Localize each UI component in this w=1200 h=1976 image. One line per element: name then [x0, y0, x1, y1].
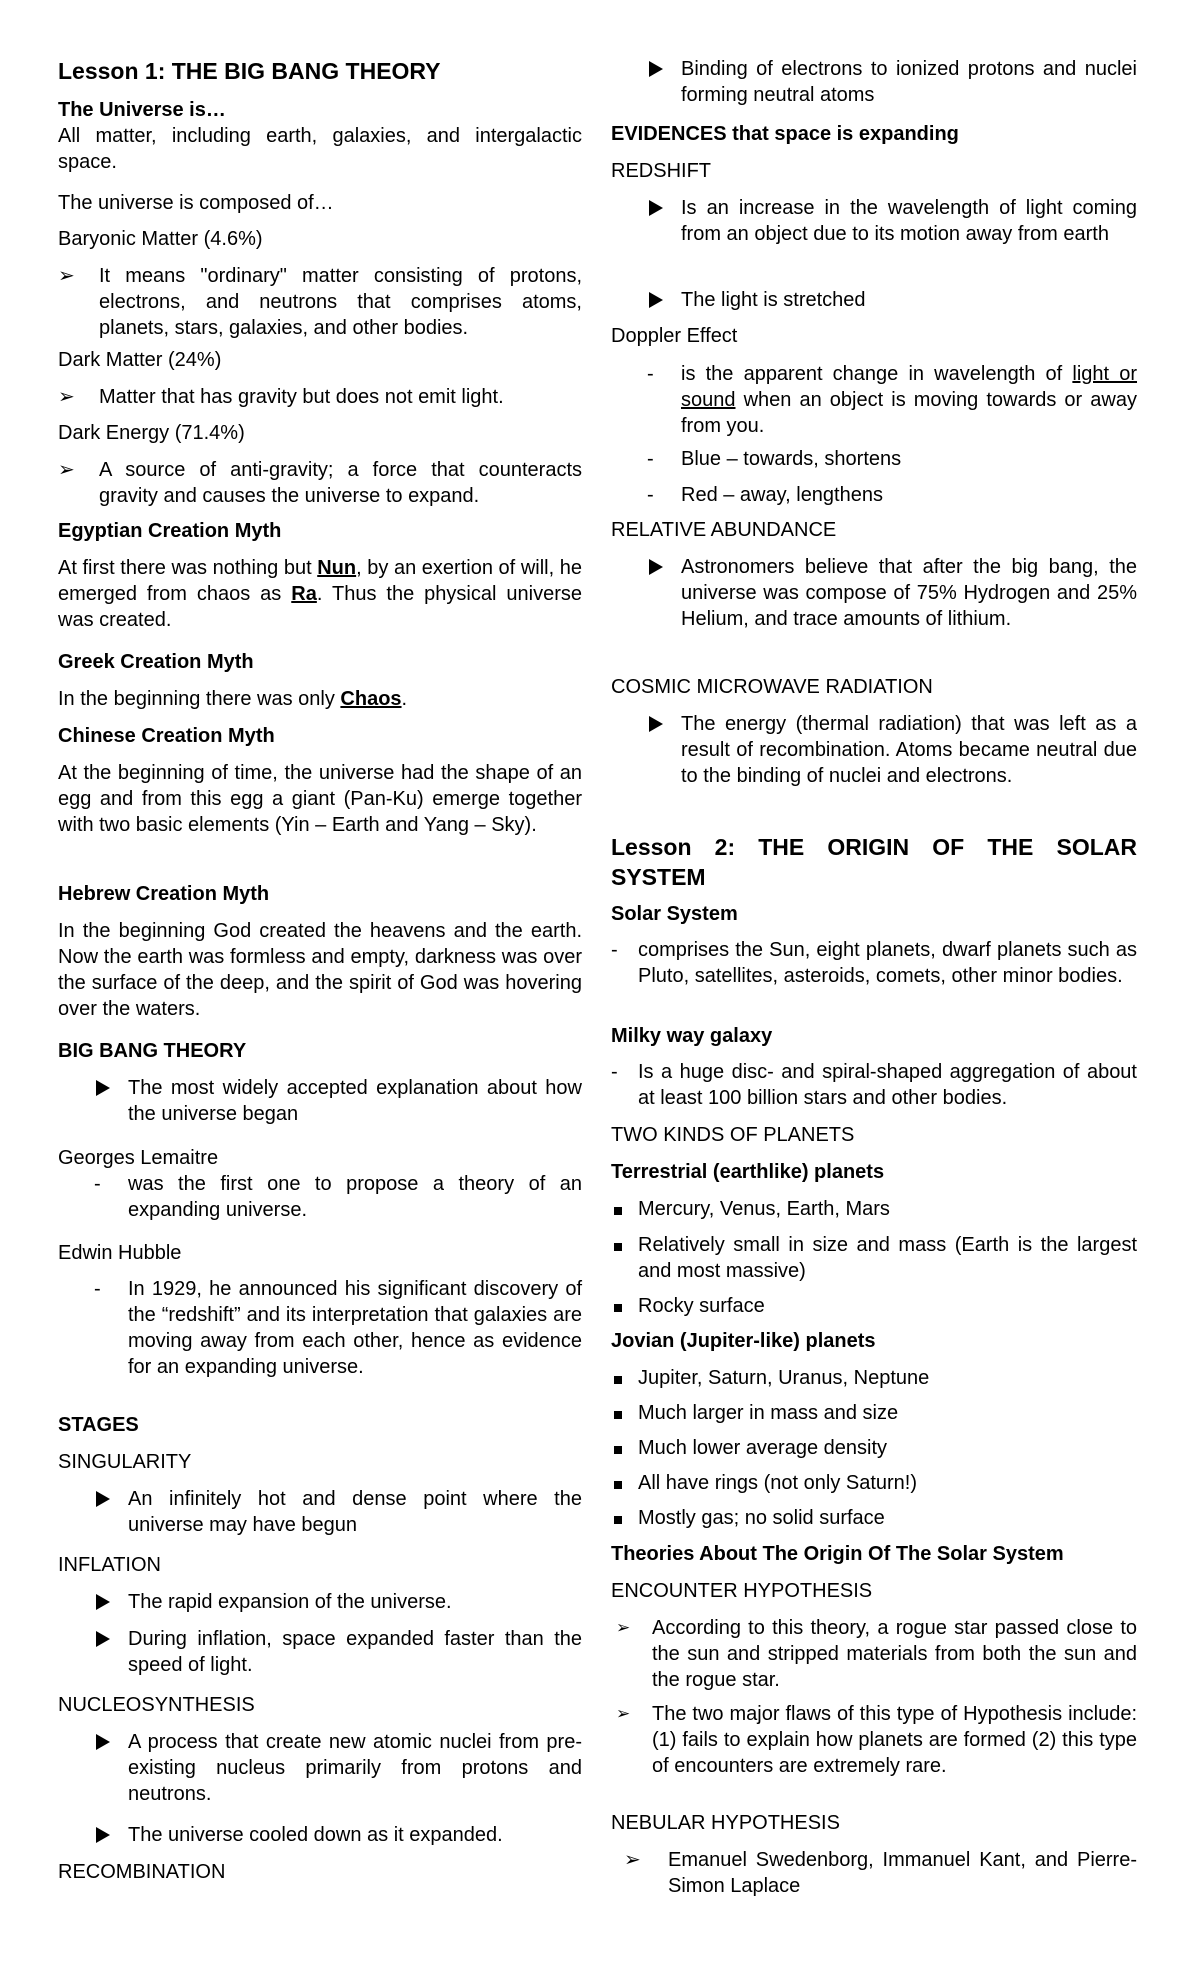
redshift-item-1: [611, 195, 1137, 247]
singularity-label: SINGULARITY: [58, 1451, 192, 1473]
nucleosynthesis-label: NUCLEOSYNTHESIS: [58, 1694, 255, 1716]
jovian-desc: Mostly gas; no solid surface: [638, 1507, 885, 1529]
arrow-bullet-icon: ➢: [58, 386, 75, 408]
nucleo-item-1: [58, 1729, 582, 1807]
greek-text-part: .: [401, 688, 408, 710]
light-or-sound-term: light or sound: [681, 363, 1138, 411]
solar-heading: Solar System: [611, 903, 738, 925]
universe-is-heading: The Universe is…: [58, 99, 226, 121]
cmb-desc: The energy (thermal radiation) that was left as a result of recombination. Atoms became neutral due to the binding of nuclei and electrons.: [681, 713, 1137, 787]
dash-bullet-icon: -: [94, 1278, 101, 1300]
cmb-item: [611, 711, 1137, 789]
terrestrial-desc: Mercury, Venus, Earth, Mars: [638, 1198, 890, 1220]
baryonic-desc: It means "ordinary" matter consisting of protons, electrons, and neutrons that comprises atoms, planets, stars, galaxies, and other bodies.: [99, 265, 582, 339]
cmb-label: COSMIC MICROWAVE RADIATION: [611, 676, 933, 698]
redshift-desc-2: The light is stretched: [681, 289, 866, 311]
milky-item: [611, 1059, 1137, 1111]
lemaitre-item: [58, 1171, 582, 1223]
nebular-item-1: [611, 1847, 1137, 1899]
dash-bullet-icon: -: [647, 448, 654, 470]
two-kinds-label: TWO KINDS OF PLANETS: [611, 1124, 855, 1146]
bigbang-desc: The most widely accepted explanation about how the universe began: [128, 1077, 582, 1125]
nucleo-desc-2: The universe cooled down as it expanded.: [128, 1824, 503, 1846]
jovian-desc: Much larger in mass and size: [638, 1402, 899, 1424]
dash-bullet-icon: -: [611, 939, 618, 961]
chinese-text: At the beginning of time, the universe had the shape of an egg and from this egg a giant (Pan-Ku) emerge together with two basic elements (Yin – Earth and Yang – Sky).: [58, 762, 582, 836]
redshift-label: REDSHIFT: [611, 160, 711, 182]
doppler-item-1: [611, 361, 1137, 439]
dark-energy-desc: A source of anti-gravity; a force that counteracts gravity and causes the universe to expand.: [99, 459, 582, 507]
square-bullet-icon: [614, 1196, 644, 1222]
terrestrial-item-3: [611, 1293, 1137, 1319]
milky-desc: Is a huge disc- and spiral-shaped aggregation of about at least 100 billion stars and other bodies.: [638, 1061, 1137, 1109]
doppler-item-3: [611, 482, 1137, 508]
inflation-item-2: [58, 1626, 582, 1678]
square-bullet-icon: [614, 1400, 644, 1426]
composed-of-text: The universe is composed of…: [58, 192, 334, 214]
redshift-desc-1: Is an increase in the wavelength of light coming from an object due to its motion away from earth: [681, 197, 1137, 245]
lemaitre-label: Georges Lemaitre: [58, 1147, 219, 1169]
solar-desc: comprises the Sun, eight planets, dwarf planets such as Pluto, satellites, asteroids, comets, other minor bodies.: [638, 939, 1137, 987]
greek-heading: Greek Creation Myth: [58, 651, 254, 673]
chaos-term: Chaos: [340, 688, 402, 710]
dash-bullet-icon: -: [94, 1173, 101, 1195]
recombination-label: RECOMBINATION: [58, 1861, 226, 1883]
arrow-bullet-icon: ➢: [58, 459, 75, 481]
recomb-desc: Binding of electrons to ionized protons and nuclei forming neutral atoms: [681, 58, 1137, 106]
encounter-desc-1: According to this theory, a rogue star passed close to the sun and stripped materials from both the sun and the rogue star.: [652, 1617, 1137, 1691]
jovian-item-1: [611, 1365, 1137, 1391]
triangle-bullet-icon: [96, 1075, 126, 1103]
recomb-item: [611, 56, 1137, 108]
bigbang-heading: BIG BANG THEORY: [58, 1040, 247, 1062]
triangle-bullet-icon: [649, 195, 679, 223]
jovian-item-5: [611, 1505, 1137, 1531]
terrestrial-item-1: [611, 1196, 1137, 1222]
triangle-bullet-icon: [649, 287, 679, 315]
encounter-label: ENCOUNTER HYPOTHESIS: [611, 1580, 873, 1602]
relative-label: RELATIVE ABUNDANCE: [611, 519, 837, 541]
baryonic-item: [58, 263, 582, 341]
arrow-bullet-icon: ➢: [616, 1704, 631, 1723]
hubble-item: [58, 1276, 582, 1380]
triangle-bullet-icon: [96, 1589, 126, 1617]
encounter-desc-2: The two major flaws of this type of Hypothesis include: (1) fails to explain how planets are formed (2) this type of encounters are extremely rare.: [652, 1703, 1137, 1777]
nucleo-desc-1: A process that create new atomic nuclei from pre-existing nucleus primarily from protons and neutrons.: [128, 1731, 582, 1805]
square-bullet-icon: [614, 1293, 644, 1319]
dash-bullet-icon: -: [647, 363, 654, 385]
jovian-item-3: [611, 1435, 1137, 1461]
jovian-heading: Jovian (Jupiter-like) planets: [611, 1330, 876, 1352]
greek-text: [58, 686, 582, 712]
bigbang-item: [58, 1075, 582, 1127]
doppler-desc-3: Red – away, lengthens: [681, 484, 883, 506]
doppler-desc-1: [681, 361, 1137, 439]
triangle-bullet-icon: [649, 554, 679, 582]
lesson2-title: Lesson 2: THE ORIGIN OF THE SOLAR SYSTEM: [611, 834, 1137, 890]
square-bullet-icon: [614, 1232, 644, 1258]
redshift-item-2: [611, 287, 1137, 313]
nebular-desc-1: Emanuel Swedenborg, Immanuel Kant, and Pierre-Simon Laplace: [668, 1849, 1137, 1897]
nun-term: Nun: [317, 557, 357, 579]
nebular-label: NEBULAR HYPOTHESIS: [611, 1812, 840, 1834]
baryonic-label: Baryonic Matter (4.6%): [58, 228, 263, 250]
dark-matter-label: Dark Matter (24%): [58, 349, 222, 371]
doppler-text-part: when an object is moving towards or away from you.: [681, 389, 1137, 437]
relative-item: [611, 554, 1137, 632]
jovian-desc: All have rings (not only Saturn!): [638, 1472, 918, 1494]
triangle-bullet-icon: [96, 1729, 126, 1757]
triangle-bullet-icon: [96, 1626, 126, 1654]
jovian-desc: Much lower average density: [638, 1437, 888, 1459]
inflation-desc-2: During inflation, space expanded faster than the speed of light.: [128, 1628, 582, 1676]
inflation-item-1: [58, 1589, 582, 1615]
arrow-bullet-icon: ➢: [58, 265, 75, 287]
greek-text-part: In the beginning there was only: [58, 688, 341, 710]
hubble-label: Edwin Hubble: [58, 1242, 182, 1264]
terrestrial-desc: Rocky surface: [638, 1295, 765, 1317]
relative-desc: Astronomers believe that after the big bang, the universe was compose of 75% Hydrogen and 25% Helium, and trace amounts of lithium.: [681, 556, 1137, 630]
dash-bullet-icon: -: [647, 484, 654, 506]
inflation-label: INFLATION: [58, 1554, 161, 1576]
egyptian-text-part: . Thus the physical universe was created.: [58, 583, 582, 631]
arrow-bullet-icon: ➢: [616, 1618, 631, 1637]
arrow-bullet-icon: ➢: [624, 1849, 641, 1871]
egyptian-text-part: , by an exertion of will, he emerged from chaos as: [58, 557, 582, 605]
doppler-text-part: is the apparent change in wavelength of: [681, 363, 1073, 385]
terrestrial-heading: Terrestrial (earthlike) planets: [611, 1161, 885, 1183]
singularity-desc: An infinitely hot and dense point where the universe may have begun: [128, 1488, 582, 1536]
dark-energy-item: [58, 457, 582, 509]
doppler-item-2: [611, 446, 1137, 472]
hebrew-heading: Hebrew Creation Myth: [58, 883, 270, 905]
encounter-item-1: [611, 1615, 1137, 1693]
triangle-bullet-icon: [649, 711, 679, 739]
inflation-desc-1: The rapid expansion of the universe.: [128, 1591, 452, 1613]
dark-matter-item: [58, 384, 582, 410]
lemaitre-desc: was the first one to propose a theory of an expanding universe.: [128, 1173, 582, 1221]
jovian-item-4: [611, 1470, 1137, 1496]
egyptian-text-part: At first there was nothing but: [58, 557, 318, 579]
milky-heading: Milky way galaxy: [611, 1025, 773, 1047]
egyptian-heading: Egyptian Creation Myth: [58, 520, 282, 542]
theories-heading: Theories About The Origin Of The Solar System: [611, 1543, 1064, 1565]
terrestrial-desc: Relatively small in size and mass (Earth is the largest and most massive): [638, 1234, 1137, 1282]
terrestrial-item-2: [611, 1232, 1137, 1284]
jovian-item-2: [611, 1400, 1137, 1426]
dark-matter-desc: Matter that has gravity but does not emit light.: [99, 386, 504, 408]
egyptian-text: [58, 555, 582, 633]
dark-energy-label: Dark Energy (71.4%): [58, 422, 245, 444]
nucleo-item-2: [58, 1822, 582, 1848]
doppler-desc-2: Blue – towards, shortens: [681, 448, 902, 470]
ra-term: Ra: [291, 583, 317, 605]
singularity-item: [58, 1486, 582, 1538]
triangle-bullet-icon: [96, 1486, 126, 1514]
square-bullet-icon: [614, 1435, 644, 1461]
chinese-heading: Chinese Creation Myth: [58, 725, 275, 747]
hubble-desc: In 1929, he announced his significant discovery of the “redshift” and its interpretation that galaxies are moving away from each other, hence as evidence for an expanding universe.: [128, 1278, 582, 1378]
square-bullet-icon: [614, 1470, 644, 1496]
stages-heading: STAGES: [58, 1414, 139, 1436]
triangle-bullet-icon: [96, 1822, 126, 1850]
encounter-item-2: [611, 1701, 1137, 1779]
triangle-bullet-icon: [649, 56, 679, 84]
hebrew-text: In the beginning God created the heavens and the earth. Now the earth was formless and empty, darkness was over the surface of the deep, and the spirit of God was hovering over the waters.: [58, 920, 582, 1020]
evidences-heading: EVIDENCES that space is expanding: [611, 123, 959, 145]
lesson1-title: Lesson 1: THE BIG BANG THEORY: [58, 58, 441, 84]
square-bullet-icon: [614, 1365, 644, 1391]
jovian-desc: Jupiter, Saturn, Uranus, Neptune: [638, 1367, 930, 1389]
doppler-label: Doppler Effect: [611, 325, 738, 347]
solar-item: [611, 937, 1137, 989]
square-bullet-icon: [614, 1505, 644, 1531]
universe-is-text: All matter, including earth, galaxies, and intergalactic space.: [58, 125, 582, 173]
dash-bullet-icon: -: [611, 1061, 618, 1083]
